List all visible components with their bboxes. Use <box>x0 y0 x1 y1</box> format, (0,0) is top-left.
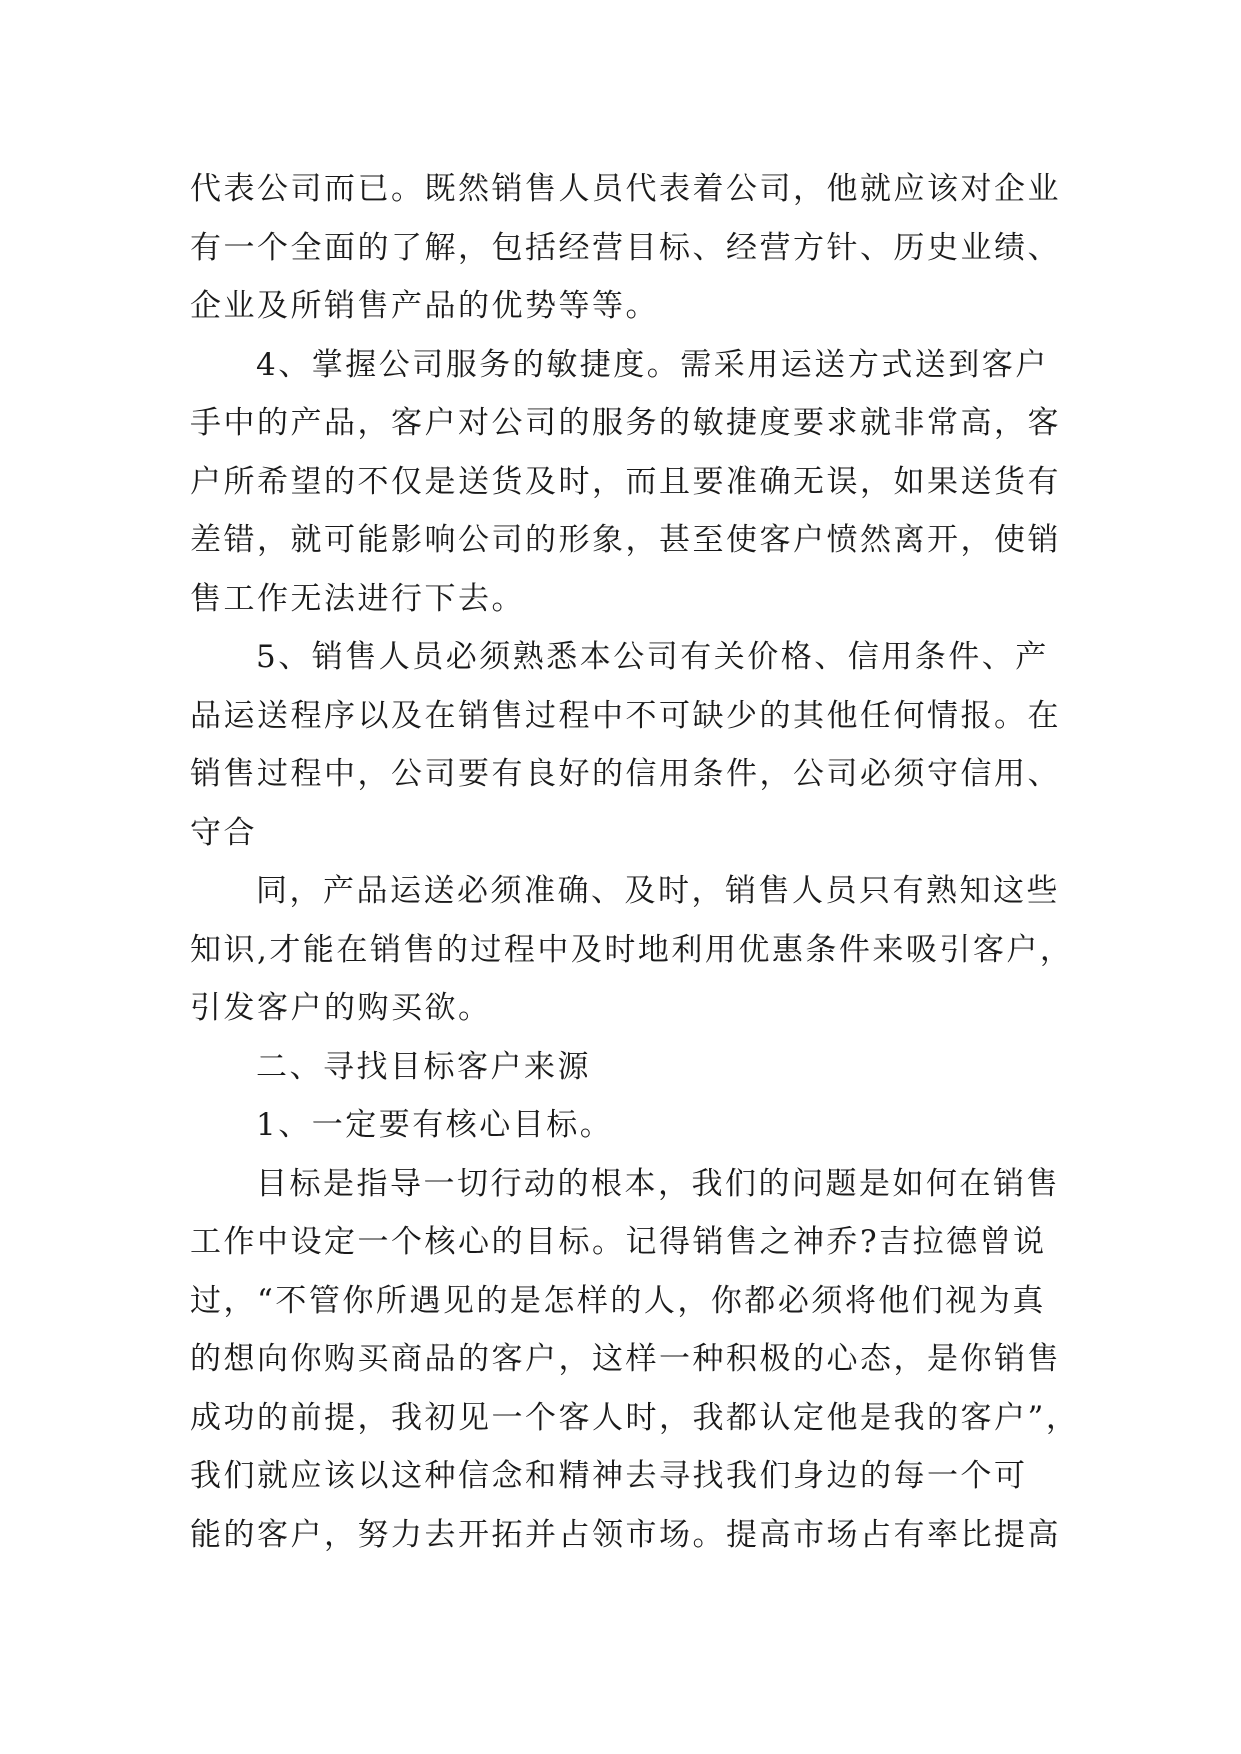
text-line: 差错，就可能影响公司的形象，甚至使客户愤然离开，使销 <box>190 522 1061 558</box>
text-line: 引发客户的购买欲。 <box>190 990 492 1026</box>
text-line: 目标是指导一切行动的根本，我们的问题是如何在销售 <box>256 1165 1060 1202</box>
text-line: 二、寻找目标客户来源 <box>256 1048 591 1085</box>
text-line: 4、掌握公司服务的敏捷度。需采用运送方式送到客户 <box>256 346 1049 383</box>
text-line: 能的客户，努力去开拓并占领市场。提高市场占有率比提高 <box>190 1516 1061 1553</box>
text-line: 企业及所销售产品的优势等等。 <box>190 288 659 324</box>
text-line: 同，产品运送必须准确、及时，销售人员只有熟知这些 <box>256 873 1060 909</box>
text-line: 过，“不管你所遇见的是怎样的人，你都必须将他们视为真 <box>190 1282 1046 1319</box>
text-line: 代表公司而已。既然销售人员代表着公司，他就应该对企业 <box>190 171 1061 207</box>
text-line: 1、一定要有核心目标。 <box>256 1107 614 1143</box>
document-body <box>190 160 1090 1564</box>
text-line: 有一个全面的了解，包括经营目标、经营方针、历史业绩、 <box>190 229 1061 266</box>
text-line: 知识,才能在销售的过程中及时地利用优惠条件来吸引客户， <box>190 931 1074 968</box>
text-line: 5、销售人员必须熟悉本公司有关价格、信用条件、产 <box>256 639 1049 675</box>
text-line: 成功的前提，我初见一个客人时，我都认定他是我的客户”， <box>190 1399 1080 1436</box>
text-line: 售工作无法进行下去。 <box>190 580 525 617</box>
text-line: 品运送程序以及在销售过程中不可缺少的其他任何情报。在 <box>190 697 1061 734</box>
text-line: 我们就应该以这种信念和精神去寻找我们身边的每一个可 <box>190 1458 1028 1494</box>
text-line: 户所希望的不仅是送货及时，而且要准确无误，如果送货有 <box>190 463 1061 500</box>
text-line: 销售过程中，公司要有良好的信用条件，公司必须守信用、 <box>190 756 1061 792</box>
text-line: 手中的产品，客户对公司的服务的敏捷度要求就非常高，客 <box>190 405 1061 441</box>
text-line: 工作中设定一个核心的目标。记得销售之神乔?吉拉德曾说 <box>190 1224 1047 1260</box>
text-line: 的想向你购买商品的客户，这样一种积极的心态，是你销售 <box>190 1341 1061 1377</box>
text-line: 守合 <box>190 814 257 851</box>
